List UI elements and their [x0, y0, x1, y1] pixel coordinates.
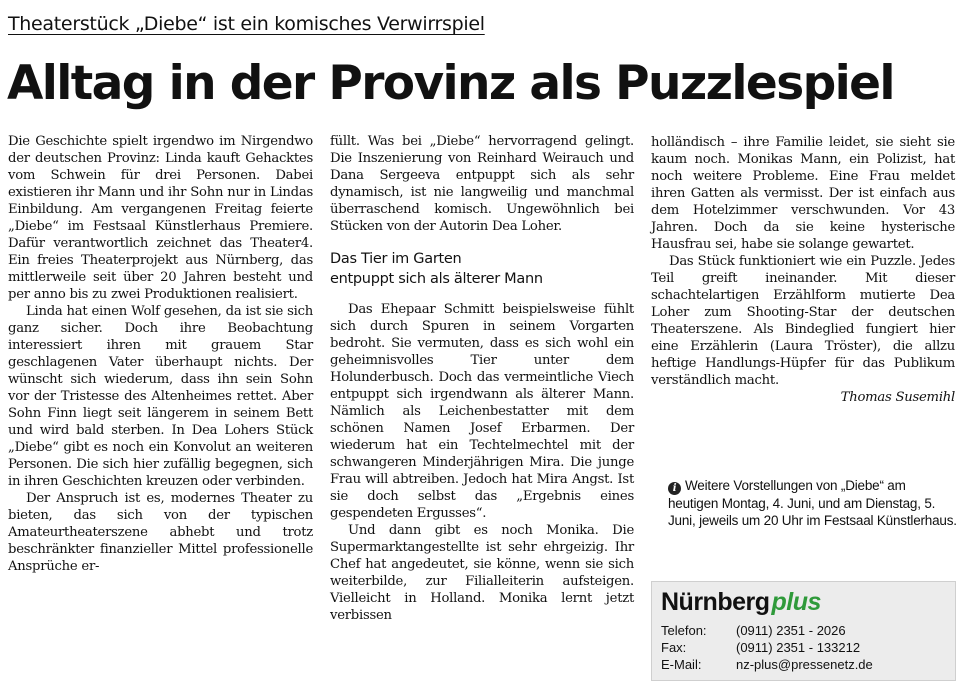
- article-subheading: [330, 249, 634, 289]
- paragraph: füllt. Was bei „Diebe“ hervorragend gelingt. Die Inszenierung von Reinhard Weirauch und Dana Sergeeva entpuppt sich als sehr dynamisch, ist nie langweilig und manchmal überraschend komisch. Ungewöhnlich bei Stücken von der Autorin Dea Loher.: [330, 134, 634, 234]
- paragraph: holländisch – ihre Familie leidet, sie sieht sie kaum noch. Monikas Mann, ein Polizist, hat noch weitere Probleme. Eine Frau meldet ihren Gatten als vermisst. Der ist einfach aus dem Hotelzimmer verschwunden. Vor 43 Jahren. Doch da sie keine hysterische Hausfrau sei, habe sie solange gewartet.: [651, 135, 955, 252]
- subheading-line: entpuppt sich als älterer Mann: [330, 271, 543, 287]
- article-headline: Alltag in der Provinz als Puzzlespiel: [7, 56, 894, 111]
- performance-info: [668, 477, 958, 529]
- contact-label: Telefon:: [661, 623, 707, 638]
- contact-label: Fax:: [661, 640, 687, 655]
- subheading-line: Das Tier im Garten: [330, 251, 462, 267]
- paragraph: Das Ehepaar Schmitt beispielsweise fühlt sich durch Spuren in seinem Vorgarten bedroht. Sie vermuten, dass es sich wohl ein geheimnisvolles Tier unter dem Holunderbusch. Doch das vermeintliche Viech entpuppt sich irgendwann als älterer Mann. Nämlich als Leichenbestatter mit dem schönen Namen Josef Erbarmen. Der wiederum hat ein Techtelmechtel mit der schwangeren Minderjährigen Mira. Die junge Frau will abtreiben. Jedoch hat Mira Angst. Ist sie doch selbst das „Ergebnis eines gespendeten Ergusses“.: [330, 302, 634, 521]
- fax-number: (0911) 2351 - 133212: [736, 640, 861, 655]
- paragraph: Der Anspruch ist es, modernes Theater zu bieten, das sich von der typischen Amateurtheaterszene abhebt und trotz beschränkter finanzieller Mittel professionelle Ansprüche er-: [8, 491, 313, 574]
- paragraph: Linda hat einen Wolf gesehen, da ist sie sich ganz sicher. Doch ihre Beobachtung interessiert ihren mit grauem Star geschlagenen Vater überhaupt nichts. Der wünscht sich wiederum, dass ihn sein Sohn vor der Tristesse des Altenheimes rettet. Aber Sohn Finn liegt seit längerem in seinem Bett und wird bald sterben. In Dea Lohers Stück „Diebe“ gibt es noch ein Konvolut an weiteren Personen. Die sich hier zufällig begegnen, sich in ihren Geschichten kreuzen oder verbinden.: [8, 304, 313, 489]
- paragraph: Und dann gibt es noch Monika. Die Supermarktangestellte ist sehr ehrgeizig. Ihr Chef hat angedeutet, sie könne, wenn sie sich weiterbilde, zur Filialleiterin aufsteigen. Vielleicht in Holland. Monika lernt jetzt verbissen: [330, 523, 634, 623]
- contact-list: [661, 622, 873, 673]
- article-column-1: [8, 133, 313, 575]
- contact-row-fax: [661, 639, 873, 656]
- contact-box: [651, 581, 956, 681]
- article-column-3: [651, 134, 955, 406]
- contact-label: E-Mail:: [661, 657, 702, 672]
- brand-logo: [661, 586, 821, 618]
- phone-number[interactable]: (0911) 2351 - 2026: [736, 623, 846, 638]
- info-icon: i: [668, 482, 681, 495]
- performance-info-text: Weitere Vorstellungen von „Diebe“ am heutigen Montag, 4. Juni, und am Dienstag, 5. Juni, jeweils um 20 Uhr im Festsaal Künstlerhaus.: [668, 478, 957, 528]
- article-column-2: [330, 133, 634, 624]
- article-kicker: Theaterstück „Diebe“ ist ein komisches Verwirrspiel: [8, 13, 485, 35]
- contact-row-email: [661, 656, 873, 673]
- author-byline: Thomas Susemihl: [840, 390, 955, 405]
- brand-plus: plus: [771, 588, 821, 616]
- paragraph: Das Stück funktioniert wie ein Puzzle. Jedes Teil greift ineinander. Mit dieser schachtelartigen Erzählform mutierte Dea Loher zum Shooting-Star der deutschen Theaterszene. Als Bindeglied fungiert hier eine Erzählerin (Laura Tröster), die allzu heftige Handlungs-Hüpfer für das Publikum verständlich macht.: [651, 254, 955, 388]
- email-link[interactable]: nz-plus@pressenetz.de: [736, 657, 873, 672]
- contact-row-phone: [661, 622, 873, 639]
- paragraph: Die Geschichte spielt irgendwo im Nirgendwo der deutschen Provinz: Linda kauft Gehacktes vom Schwein für drei Personen. Dabei existieren ihr Mann und ihr Sohn nur in Lindas Einbildung. Am vergangenen Freitag feierte „Diebe“ im Festsaal Künstlerhaus Premiere. Dafür verantwortlich zeichnet das Theater4. Ein freies Theaterprojekt aus Nürnberg, das mittlerweile seit über 20 Jahren besteht und per anno bis zu zwei Produktionen realisiert.: [8, 134, 313, 302]
- brand-name: Nürnberg: [661, 588, 770, 616]
